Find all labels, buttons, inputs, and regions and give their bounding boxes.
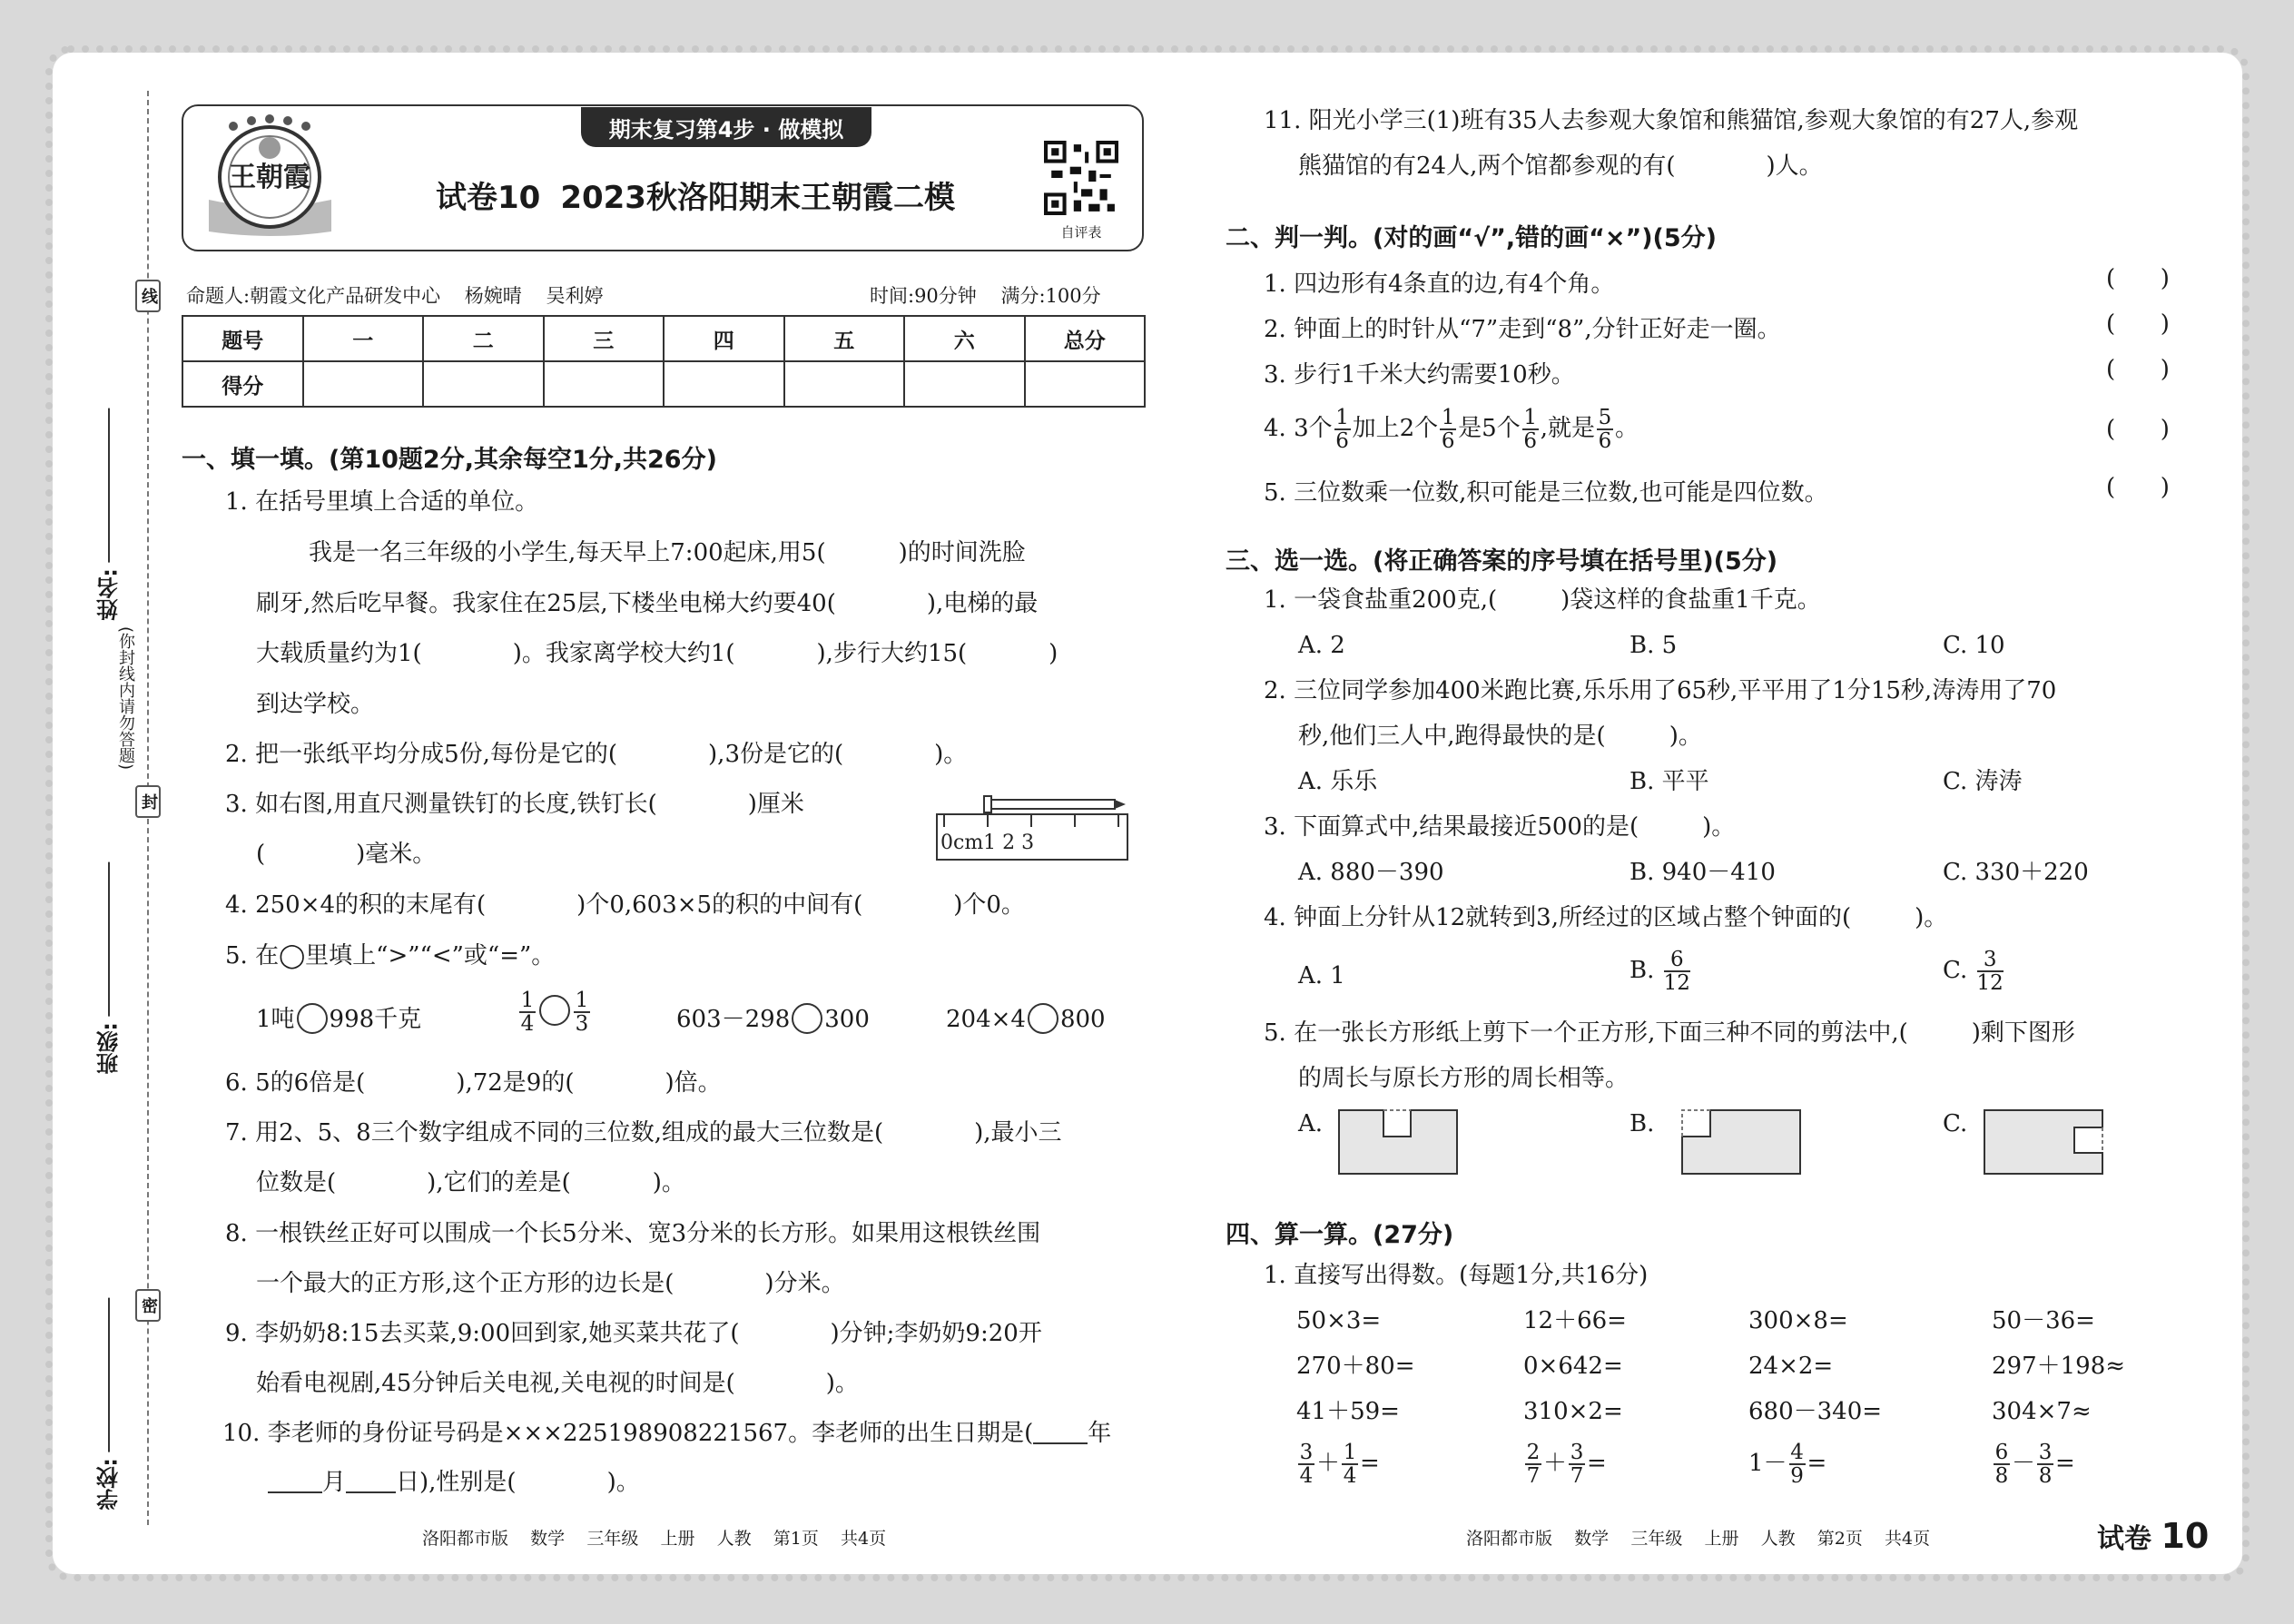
q10-line-2: 月 日),性别是( )。 (268, 1471, 640, 1494)
score-header-cell: 五 (784, 316, 905, 361)
section-1-title: 一、填一填。(第10题2分,其余每空1分,共26分) (182, 446, 717, 474)
right-footer: 洛阳都市版 数学 三年级 上册 人教 第2页 共4页 (1466, 1529, 1931, 1549)
judge-4-answer[interactable]: ( ) (2106, 416, 2170, 443)
calc-item: 304×7≈ (1992, 1398, 2092, 1425)
section-4-title: 四、算一算。(27分) (1226, 1221, 1454, 1249)
choice-5-c-label[interactable]: C. (1943, 1110, 1968, 1137)
class-field[interactable] (91, 862, 127, 1075)
score-cell[interactable] (904, 361, 1025, 407)
judge-3-answer[interactable]: ( ) (2106, 356, 2170, 383)
calc-item: 310×2= (1523, 1398, 1623, 1425)
seal-mark-feng: 封 (135, 785, 161, 818)
score-cell[interactable] (1025, 361, 1146, 407)
judge-2: 2. 钟面上的时针从“7”走到“8”,分针正好走一圈。 (1264, 316, 1781, 343)
calc-item: 12＋66= (1523, 1307, 1627, 1334)
choice-1-b[interactable]: B. 5 (1629, 632, 1678, 659)
calc-item: 300×8= (1748, 1307, 1848, 1334)
score-header-cell: 一 (303, 316, 424, 361)
brand-logo-icon (195, 113, 345, 241)
authors: 命题人:朝霞文化产品研发中心 杨婉晴 吴利婷 (186, 285, 604, 307)
compare-circle[interactable] (1028, 1003, 1058, 1034)
q11-line-2: 熊猫馆的有24人,两个馆都参观的有( )人。 (1298, 153, 1823, 180)
q7: 7. 用2、5、8三个数字组成不同的三位数,组成的最大三位数是( ),最小三 (225, 1119, 1062, 1147)
binding-note: (你封线内请勿答题) (116, 626, 135, 771)
cut-shape-a (1338, 1109, 1458, 1175)
choice-5-line-2: 的周长与原长方形的周长相等。 (1298, 1065, 1629, 1092)
paper-number: 试卷10 (436, 180, 541, 216)
calc-item: 50×3= (1296, 1307, 1382, 1334)
q10: 10. 李老师的身份证号码是×××225198908221567。李老师的出生日期是( 年 (222, 1420, 1112, 1447)
q5-item-b: $\frac{1}{4}$ $\frac{1}{3}$ (520, 989, 589, 1037)
calc-item: 297＋198≈ (1992, 1353, 2126, 1380)
exam-title (436, 172, 1017, 217)
judge-4: 4. 3个 $\frac{1}{6}$ 加上2个 $\frac{1}{6}$ 是5个 $\frac{1}{6}$ ,就是 $\frac{5}{6}$ 。 (1264, 406, 1639, 454)
ruler-nail-figure (935, 794, 1130, 862)
binding-margin (91, 73, 191, 1543)
paper-badge (2097, 1516, 2209, 1556)
score-header-cell: 总分 (1025, 316, 1146, 361)
choice-4-a[interactable]: A. 1 (1298, 962, 1345, 989)
judge-5: 5. 三位数乘一位数,积可能是三位数,也可能是四位数。 (1264, 479, 1828, 507)
q3: 3. 如右图,用直尺测量铁钉的长度,铁钉长( )厘米 (225, 791, 804, 818)
seal-mark-xian: 线 (135, 280, 161, 312)
score-header-cell: 题号 (182, 316, 303, 361)
score-row-label: 得分 (182, 361, 303, 407)
q1-line-4: 到达学校。 (256, 691, 375, 718)
score-cell[interactable] (303, 361, 424, 407)
choice-5: 5. 在一张长方形纸上剪下一个正方形,下面三种不同的剪法中,( )剩下图形 (1264, 1019, 2075, 1047)
choice-4: 4. 钟面上分针从12就转到3,所经过的区域占整个钟面的( )。 (1264, 904, 1948, 931)
choice-2: 2. 三位同学参加400米跑比赛,乐乐用了65秒,平平用了1分15秒,涛涛用了70 (1264, 677, 2057, 704)
q6: 6. 5的6倍是( ),72是9的( )倍。 (225, 1069, 722, 1097)
choice-1-c[interactable]: C. 10 (1943, 632, 2005, 659)
seal-mark-mi: 密 (135, 1289, 161, 1322)
score-header-cell: 二 (423, 316, 544, 361)
score-header-cell: 六 (904, 316, 1025, 361)
cut-shape-c (1984, 1109, 2103, 1175)
q4: 4. 250×4的积的末尾有( )个0,603×5的积的中间有( )个0。 (225, 891, 1025, 919)
calc-item: 41＋59= (1296, 1398, 1400, 1425)
choice-2-line-2: 秒,他们三人中,跑得最快的是( )。 (1298, 723, 1702, 750)
calc-frac-a: $\frac{3}{4}$ ＋ $\frac{1}{4}$ = (1299, 1441, 1380, 1489)
left-footer: 洛阳都市版 数学 三年级 上册 人教 第1页 共4页 (422, 1529, 887, 1549)
compare-circle[interactable] (792, 1003, 822, 1034)
cut-shape-b (1681, 1109, 1801, 1175)
choice-4-c[interactable]: C. $\frac{3}{12}$ (1943, 948, 2004, 996)
badge-label: 试卷 (2097, 1523, 2151, 1555)
q1-line-3: 大载质量约为1( )。我家离学校大约1( ),步行大约15( ) (256, 640, 1058, 667)
q7-line-2: 位数是( ),它们的差是( )。 (256, 1169, 685, 1196)
school-field[interactable] (91, 1298, 127, 1511)
choice-3: 3. 下面算式中,结果最接近500的是( )。 (1264, 813, 1736, 841)
choice-1: 1. 一袋食盐重200克,( )袋这样的食盐重1千克。 (1264, 586, 1821, 614)
calc-title: 1. 直接写出得数。(每题1分,共16分) (1264, 1262, 1649, 1289)
choice-4-b[interactable]: B. $\frac{6}{12}$ (1629, 948, 1690, 996)
judge-2-answer[interactable]: ( ) (2106, 310, 2170, 338)
q5-item-a: 1吨 998千克 (256, 1003, 421, 1034)
compare-circle[interactable] (539, 995, 570, 1026)
choice-1-a[interactable]: A. 2 (1298, 632, 1345, 659)
calc-item: 0×642= (1523, 1353, 1623, 1380)
choice-2-c[interactable]: C. 涛涛 (1943, 768, 2023, 795)
calc-item: 50－36= (1992, 1307, 2095, 1334)
q8: 8. 一根铁丝正好可以围成一个长5分米、宽3分米的长方形。如果用这根铁丝围 (225, 1220, 1041, 1247)
score-table-header-row (182, 316, 1145, 361)
time-score: 时间:90分钟 满分:100分 (870, 285, 1101, 307)
badge-number: 10 (2161, 1516, 2210, 1556)
q5: 5. 在◯里填上“>”“<”或“=”。 (225, 942, 556, 969)
judge-1: 1. 四边形有4条直的边,有4个角。 (1264, 271, 1615, 298)
q1-line-2: 刷牙,然后吃早餐。我家住在25层,下楼坐电梯大约要40( ),电梯的最 (256, 590, 1039, 617)
calc-frac-b: $\frac{2}{7}$ ＋ $\frac{3}{7}$ = (1526, 1441, 1607, 1489)
section-2-title: 二、判一判。(对的画“√”,错的画“×”)(5分) (1226, 224, 1718, 252)
header-tab: 期末复习第4步 · 做模拟 (581, 107, 871, 147)
section-3-title: 三、选一选。(将正确答案的序号填在括号里)(5分) (1226, 547, 1778, 576)
name-label: 姓名: (96, 568, 123, 621)
judge-3: 3. 步行1千米大约需要10秒。 (1264, 361, 1575, 389)
score-cell[interactable] (664, 361, 784, 407)
score-header-cell: 四 (664, 316, 784, 361)
q11: 11. 阳光小学三(1)班有35人去参观大象馆和熊猫馆,参观大象馆的有27人,参观 (1264, 107, 2079, 134)
choice-5-b-label[interactable]: B. (1629, 1110, 1655, 1137)
choice-3-b[interactable]: B. 940－410 (1629, 859, 1776, 886)
q8-line-2: 一个最大的正方形,这个正方形的边长是( )分米。 (256, 1270, 845, 1297)
choice-3-c[interactable]: C. 330＋220 (1943, 859, 2089, 886)
exam-name: 2023秋洛阳期末王朝霞二模 (560, 180, 955, 216)
score-cell[interactable] (423, 361, 544, 407)
calc-frac-c: 1－ $\frac{4}{9}$ = (1748, 1441, 1827, 1489)
choice-2-a[interactable]: A. 乐乐 (1298, 768, 1378, 795)
q9: 9. 李奶奶8:15去买菜,9:00回到家,她买菜共花了( )分钟;李奶奶9:20开 (225, 1320, 1042, 1347)
judge-5-answer[interactable]: ( ) (2106, 474, 2170, 501)
logo-text: 王朝霞 (229, 162, 310, 193)
q9-line-2: 始看电视剧,45分钟后关电视,关电视的时间是( )。 (256, 1370, 859, 1397)
score-header-cell: 三 (544, 316, 665, 361)
class-label: 班级: (96, 1022, 123, 1075)
q3-line-2: ( )毫米。 (256, 841, 437, 868)
school-label: 学校: (96, 1458, 123, 1511)
qr-label: 自评表 (1060, 224, 1102, 241)
calc-frac-d: $\frac{6}{8}$ － $\frac{3}{8}$ = (1994, 1441, 2075, 1489)
choice-5-a-label[interactable]: A. (1298, 1110, 1324, 1137)
choice-3-a[interactable]: A. 880－390 (1298, 859, 1444, 886)
q5-item-d: 204×4 800 (946, 1003, 1106, 1034)
name-field[interactable] (91, 408, 127, 621)
calc-item: 680－340= (1748, 1398, 1883, 1425)
ruler-label: 0cm1 2 3 (940, 832, 1035, 854)
q2: 2. 把一张纸平均分成5份,每份是它的( ),3份是它的( )。 (225, 741, 968, 768)
score-table (182, 315, 1146, 408)
score-cell[interactable] (784, 361, 905, 407)
qr-code-icon[interactable] (1044, 141, 1118, 215)
q1-title: 1. 在括号里填上合适的单位。 (225, 488, 539, 516)
q5-item-c: 603－298 300 (676, 1003, 870, 1034)
judge-1-answer[interactable]: ( ) (2106, 265, 2170, 292)
score-cell[interactable] (544, 361, 665, 407)
calc-item: 270＋80= (1296, 1353, 1415, 1380)
compare-circle[interactable] (297, 1003, 328, 1034)
score-table-row (182, 361, 1145, 407)
choice-2-b[interactable]: B. 平平 (1629, 768, 1709, 795)
q1-line-1: 我是一名三年级的小学生,每天早上7:00起床,用5( )的时间洗脸 (309, 539, 1026, 566)
calc-item: 24×2= (1748, 1353, 1834, 1380)
